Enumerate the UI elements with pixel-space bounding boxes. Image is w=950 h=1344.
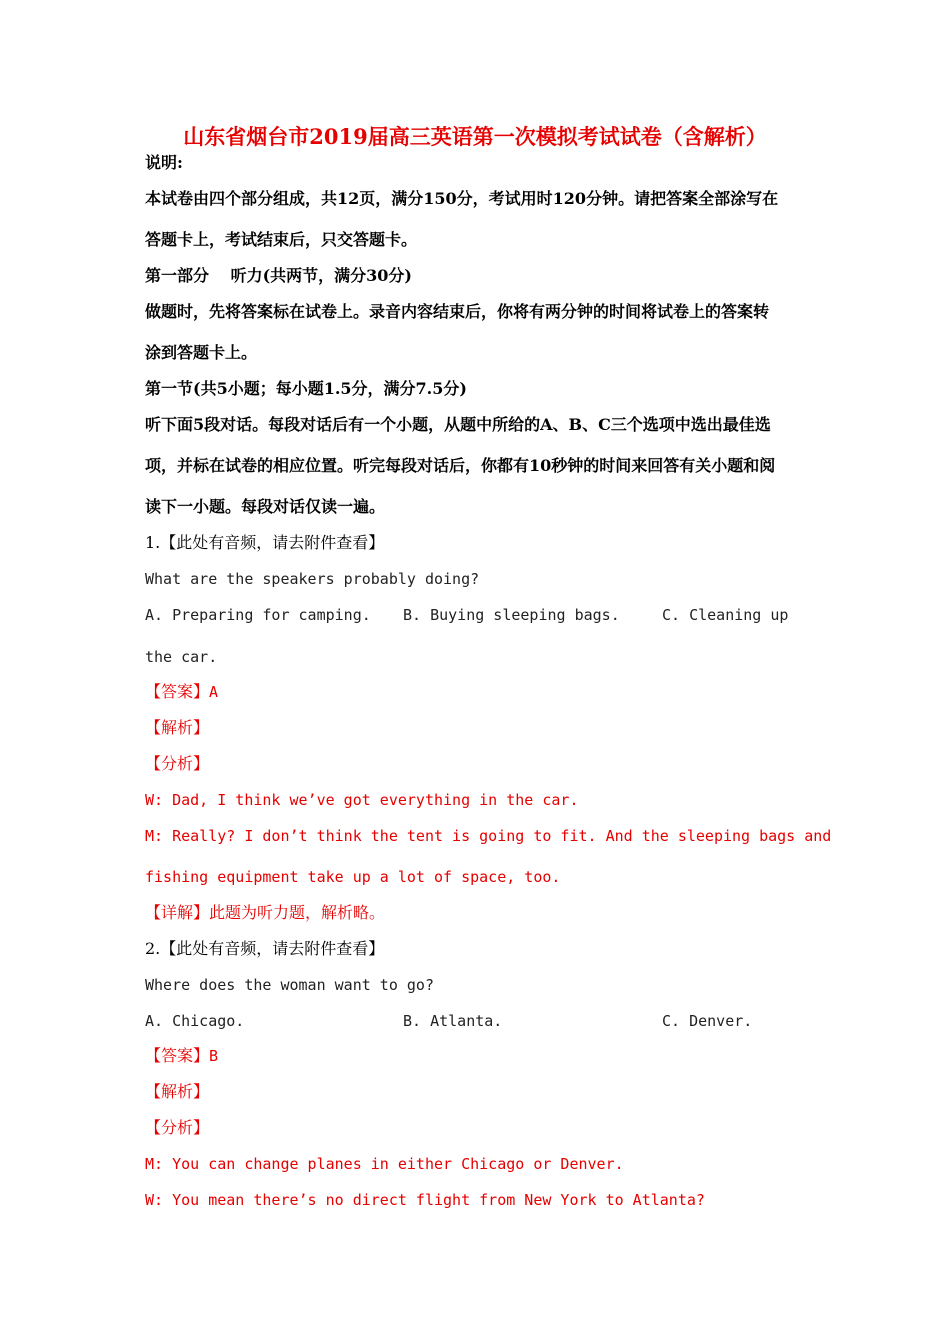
part1-instruction: 做题时，先将答案标在试卷上。录音内容结束后，你将有两分钟的时间将试卷上的答案转 (145, 302, 770, 321)
option-c: C. Denver. (662, 1012, 753, 1030)
answer-line (145, 682, 218, 703)
question-number: 2.【此处有音频，请去附件查看】 (145, 939, 385, 958)
detail-line (145, 903, 385, 924)
question-text: Where does the woman want to go? (145, 976, 434, 994)
intro-line: 答题卡上，考试结束后，只交答题卡。 (145, 230, 418, 249)
answer-label: 【答案】 (145, 682, 210, 701)
transcript-line: M: You can change planes in either Chicago or Denver. (145, 1155, 624, 1173)
option-c-continued: the car. (145, 648, 218, 666)
document-title: 山东省烟台市2019届高三英语第一次模拟考试试卷（含解析） (183, 124, 767, 149)
option-b: B. Atlanta. (403, 1012, 503, 1030)
option-a: A. Chicago. (145, 1012, 245, 1030)
answer-label: 【答案】 (145, 1046, 210, 1065)
section1-instruction: 项，并标在试卷的相应位置。听完每段对话后，你都有10秒钟的时间来回答有关小题和阅 (145, 456, 776, 475)
intro-line: 本试卷由四个部分组成，共12页，满分150分，考试用时120分钟。请把答案全部涂写在 (145, 189, 779, 208)
answer-line (145, 1046, 218, 1067)
detail-label: 【详解】 (145, 903, 210, 922)
transcript-line: M: Really? I don’t think the tent is going to fit. And the sleeping bags and (145, 827, 832, 845)
section1-instruction: 听下面5段对话。每段对话后有一个小题，从题中所给的A、B、C三个选项中选出最佳选 (145, 415, 771, 434)
intro-label: 说明: (145, 153, 183, 172)
transcript-line: W: You mean there’s no direct flight from New York to Atlanta? (145, 1191, 705, 1209)
option-c: C. Cleaning up (662, 606, 789, 624)
question-text: What are the speakers probably doing? (145, 570, 480, 588)
part1-heading: 第一部分 听力(共两节，满分30分) (145, 266, 412, 285)
question-number: 1.【此处有音频，请去附件查看】 (145, 533, 385, 552)
transcript-line: W: Dad, I think we’ve got everything in the car. (145, 791, 579, 809)
part1-instruction: 涂到答题卡上。 (145, 343, 258, 362)
answer-value: A (209, 683, 219, 701)
analysis-label: 【解析】 (145, 1082, 210, 1101)
section1-instruction: 读下一小题。每段对话仅读一遍。 (145, 497, 386, 516)
analysis-sub-label: 【分析】 (145, 1118, 210, 1137)
option-b: B. Buying sleeping bags. (403, 606, 620, 624)
option-a: A. Preparing for camping. (145, 606, 371, 624)
analysis-sub-label: 【分析】 (145, 754, 210, 773)
transcript-line: fishing equipment take up a lot of space, too. (145, 868, 561, 886)
section1-heading: 第一节(共5小题；每小题1.5分，满分7.5分) (145, 379, 467, 398)
analysis-label: 【解析】 (145, 718, 210, 737)
answer-value: B (209, 1047, 219, 1065)
detail-text: 此题为听力题，解析略。 (209, 903, 386, 922)
